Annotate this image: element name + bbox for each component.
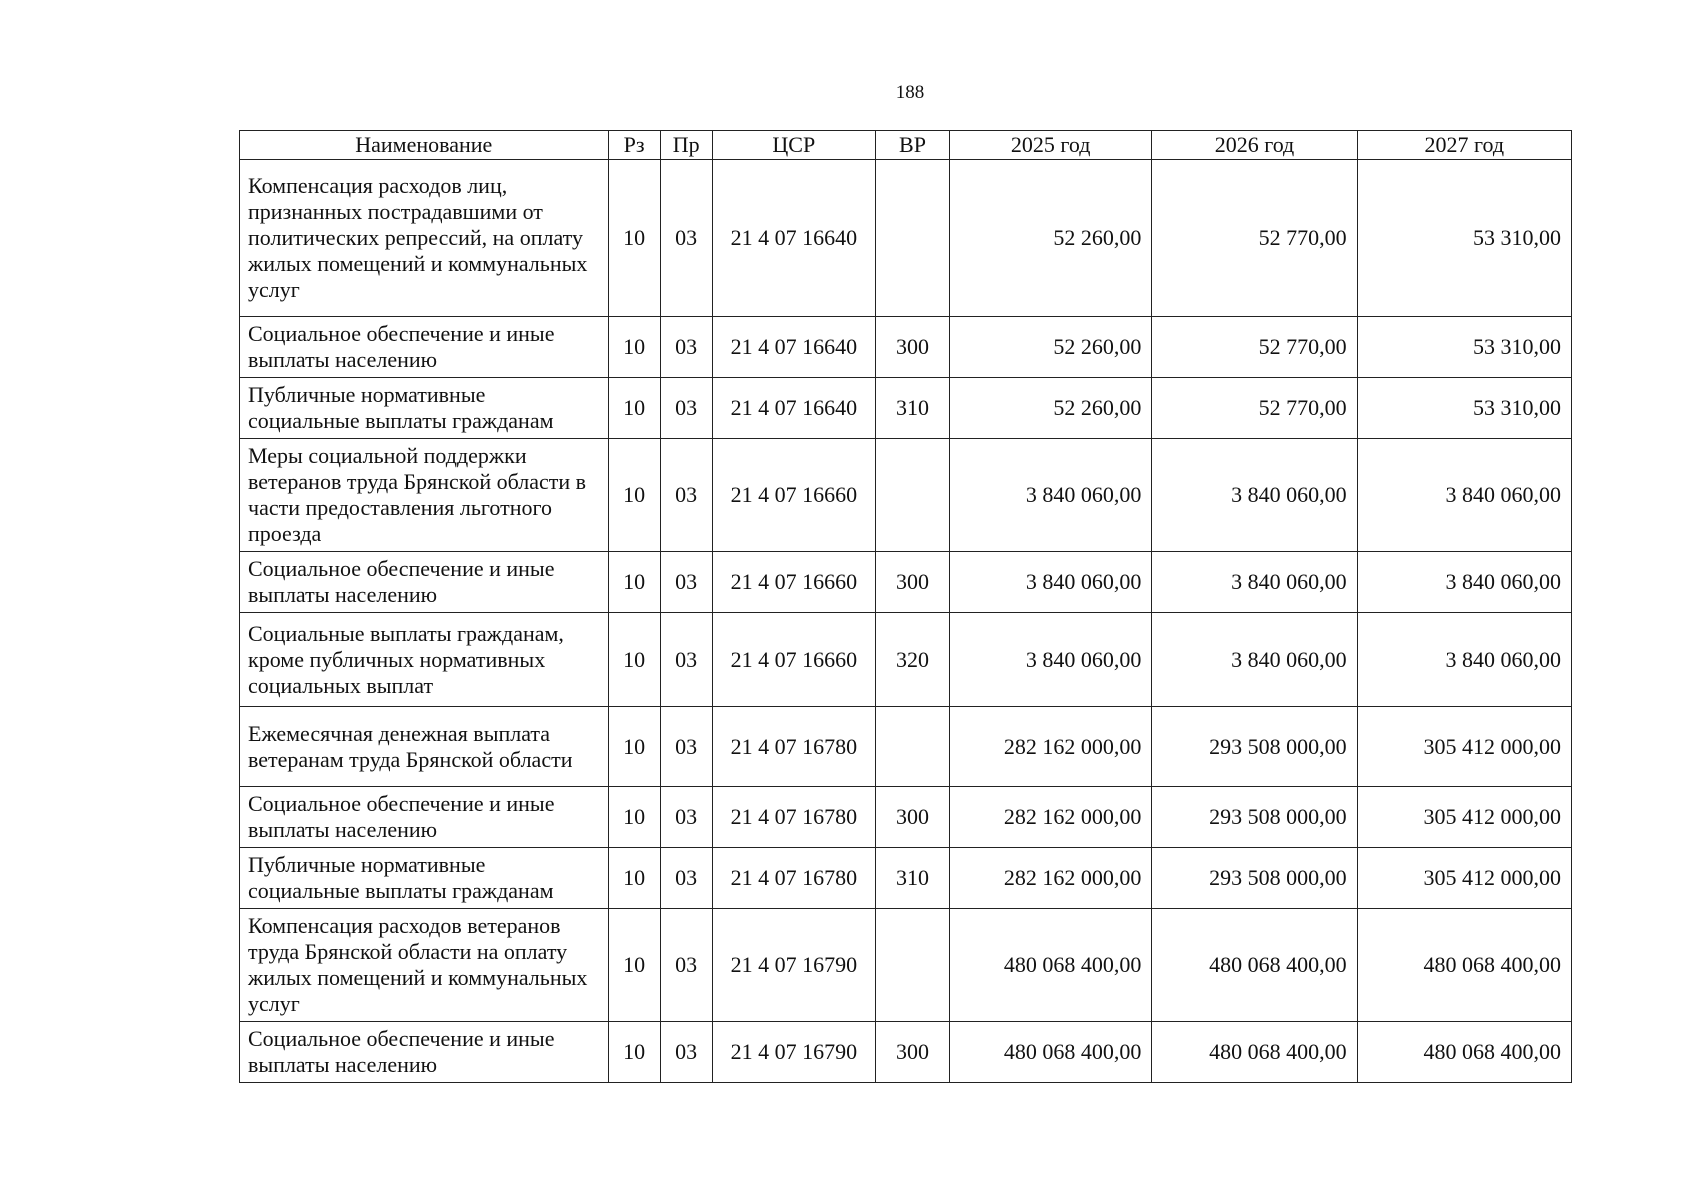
cell-2026: 480 068 400,00 [1152,909,1357,1022]
cell-vr [875,707,949,787]
cell-name: Компенсация расходов ветеранов труда Брянской области на оплату жилых помещений и коммунальных услуг [240,909,609,1022]
cell-name: Социальное обеспечение и иные выплаты населению [240,787,609,848]
cell-2027: 480 068 400,00 [1357,1022,1571,1083]
cell-2025: 3 840 060,00 [950,613,1152,707]
header-2027: 2027 год [1357,131,1571,160]
cell-2027: 3 840 060,00 [1357,552,1571,613]
cell-pr: 03 [660,439,712,552]
cell-rz: 10 [608,1022,660,1083]
cell-csr: 21 4 07 16640 [712,317,875,378]
cell-name: Меры социальной поддержки ветеранов труда Брянской области в части предоставления льготного проезда [240,439,609,552]
cell-rz: 10 [608,707,660,787]
cell-name: Социальное обеспечение и иные выплаты населению [240,552,609,613]
page-number: 188 [895,82,925,103]
cell-vr: 300 [875,787,949,848]
table-row [240,848,1572,909]
cell-vr: 310 [875,378,949,439]
cell-pr: 03 [660,848,712,909]
cell-2027: 3 840 060,00 [1357,613,1571,707]
cell-csr: 21 4 07 16660 [712,439,875,552]
table-row [240,378,1572,439]
cell-pr: 03 [660,707,712,787]
cell-vr: 310 [875,848,949,909]
table-row [240,707,1572,787]
cell-2026: 293 508 000,00 [1152,707,1357,787]
cell-rz: 10 [608,439,660,552]
cell-vr [875,439,949,552]
cell-vr: 320 [875,613,949,707]
cell-2025: 480 068 400,00 [950,909,1152,1022]
cell-2025: 282 162 000,00 [950,787,1152,848]
cell-vr: 300 [875,317,949,378]
cell-rz: 10 [608,552,660,613]
cell-rz: 10 [608,848,660,909]
table-row [240,160,1572,317]
cell-name: Социальные выплаты гражданам, кроме публичных нормативных социальных выплат [240,613,609,707]
table-row [240,439,1572,552]
cell-rz: 10 [608,378,660,439]
cell-pr: 03 [660,787,712,848]
cell-2026: 52 770,00 [1152,317,1357,378]
header-name: Наименование [240,131,609,160]
cell-2027: 3 840 060,00 [1357,439,1571,552]
cell-2025: 52 260,00 [950,378,1152,439]
cell-2026: 3 840 060,00 [1152,613,1357,707]
cell-2026: 3 840 060,00 [1152,552,1357,613]
cell-name: Ежемесячная денежная выплата ветеранам труда Брянской области [240,707,609,787]
cell-2026: 52 770,00 [1152,160,1357,317]
header-row [240,131,1572,160]
cell-rz: 10 [608,613,660,707]
cell-2025: 3 840 060,00 [950,439,1152,552]
cell-2026: 52 770,00 [1152,378,1357,439]
cell-pr: 03 [660,613,712,707]
table-row [240,317,1572,378]
table-row [240,552,1572,613]
cell-csr: 21 4 07 16640 [712,378,875,439]
header-2026: 2026 год [1152,131,1357,160]
cell-2025: 480 068 400,00 [950,1022,1152,1083]
cell-name: Социальное обеспечение и иные выплаты населению [240,317,609,378]
header-csr: ЦСР [712,131,875,160]
cell-name: Социальное обеспечение и иные выплаты населению [240,1022,609,1083]
cell-2027: 305 412 000,00 [1357,787,1571,848]
cell-csr: 21 4 07 16660 [712,552,875,613]
cell-pr: 03 [660,552,712,613]
cell-rz: 10 [608,787,660,848]
cell-2027: 305 412 000,00 [1357,848,1571,909]
cell-pr: 03 [660,160,712,317]
cell-2025: 282 162 000,00 [950,707,1152,787]
cell-pr: 03 [660,378,712,439]
header-2025: 2025 год [950,131,1152,160]
cell-2027: 53 310,00 [1357,378,1571,439]
cell-vr: 300 [875,552,949,613]
cell-csr: 21 4 07 16790 [712,909,875,1022]
cell-vr [875,909,949,1022]
cell-2025: 282 162 000,00 [950,848,1152,909]
cell-2027: 53 310,00 [1357,160,1571,317]
cell-2027: 53 310,00 [1357,317,1571,378]
cell-rz: 10 [608,317,660,378]
cell-csr: 21 4 07 16790 [712,1022,875,1083]
table-row [240,1022,1572,1083]
table-row [240,787,1572,848]
cell-csr: 21 4 07 16660 [712,613,875,707]
cell-pr: 03 [660,317,712,378]
table-row [240,613,1572,707]
budget-table [239,130,1572,1083]
cell-vr [875,160,949,317]
cell-rz: 10 [608,160,660,317]
header-vr: ВР [875,131,949,160]
header-pr: Пр [660,131,712,160]
table-row [240,909,1572,1022]
cell-2026: 3 840 060,00 [1152,439,1357,552]
cell-2026: 293 508 000,00 [1152,787,1357,848]
cell-2027: 480 068 400,00 [1357,909,1571,1022]
cell-name: Публичные нормативные социальные выплаты гражданам [240,378,609,439]
cell-csr: 21 4 07 16780 [712,848,875,909]
cell-2025: 52 260,00 [950,160,1152,317]
cell-2025: 3 840 060,00 [950,552,1152,613]
cell-csr: 21 4 07 16780 [712,787,875,848]
cell-pr: 03 [660,909,712,1022]
cell-rz: 10 [608,909,660,1022]
cell-2027: 305 412 000,00 [1357,707,1571,787]
header-rz: Рз [608,131,660,160]
cell-name: Публичные нормативные социальные выплаты гражданам [240,848,609,909]
cell-csr: 21 4 07 16780 [712,707,875,787]
cell-pr: 03 [660,1022,712,1083]
cell-csr: 21 4 07 16640 [712,160,875,317]
cell-vr: 300 [875,1022,949,1083]
cell-2026: 293 508 000,00 [1152,848,1357,909]
cell-name: Компенсация расходов лиц, признанных пострадавшими от политических репрессий, на оплату жилых помещений и коммунальных услуг [240,160,609,317]
cell-2026: 480 068 400,00 [1152,1022,1357,1083]
cell-2025: 52 260,00 [950,317,1152,378]
